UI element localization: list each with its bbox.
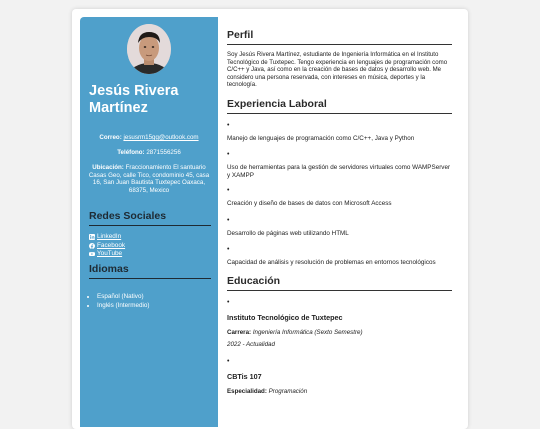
experience-item: Uso de herramientas para la gestión de servidores virtuales como WAMPServer y XAMPP [227, 164, 451, 179]
person-name: Jesús Rivera Martínez [89, 83, 179, 116]
phone-label: Teléfono: [117, 149, 145, 156]
bullet-icon: • [227, 298, 230, 306]
bullet-icon: • [227, 216, 230, 224]
youtube-icon [89, 251, 95, 257]
bullet-icon: • [227, 187, 230, 194]
education-years-value: 2022 - Actualidad [227, 341, 275, 348]
education-field-label: Carrera: [227, 328, 252, 336]
experience-item: Manejo de lenguajes de programación como C/C++, Java y Python [227, 134, 415, 142]
email-label: Correo: [99, 134, 122, 141]
facebook-link[interactable]: Facebook [97, 241, 126, 249]
profile-text: Soy Jesús Rivera Martínez, estudiante de Ingeniería Informática en el Instituto Tecnológico de Tuxtepec. Tengo experiencia en lenguajes de programación como C/C++ y Java, así como en la creación de bases de datos y desarrollo web. Me considero una persona reservada, con intereses en música, deportes y la tecnología. [227, 51, 448, 88]
education-field-value: Ingeniería Informática (Sexto Semestre) [252, 328, 363, 336]
languages-heading: Idiomas [89, 263, 211, 279]
bullet-icon: • [227, 121, 230, 129]
profile-photo [127, 24, 171, 74]
social-links [89, 233, 125, 259]
contact-location [88, 164, 210, 194]
language-item: • Español (Nativo) [97, 292, 150, 301]
education-field [227, 388, 452, 396]
phone-value: 2871556256 [146, 149, 181, 156]
social-heading: Redes Sociales [89, 210, 211, 226]
location-value: Fraccionamiento El santuario Casas Geo, calle Tico, condominio 45, casa 16, San Juan Bautista Tuxtepec Oaxaca, 68375, Mexico [88, 164, 210, 194]
social-item-linkedin [89, 233, 125, 242]
bullet-icon: • [227, 246, 230, 253]
experience-item: Desarrollo de páginas web utilizando HTML [227, 229, 349, 237]
bullet-icon: • [227, 357, 230, 365]
social-item-facebook [89, 242, 125, 251]
experience-heading: Experiencia Laboral [227, 98, 452, 114]
education-field [227, 329, 452, 337]
contact-email [88, 134, 210, 142]
education-field-label: Especialidad: [227, 387, 267, 395]
contact-phone [88, 149, 210, 157]
email-link[interactable]: jesusrm15gg@outlook.com [123, 134, 199, 141]
education-school: CBTis 107 [227, 371, 262, 381]
facebook-icon [89, 243, 95, 249]
location-label: Ubicación: [92, 164, 124, 171]
education-school: Instituto Tecnológico de Tuxtepec [227, 312, 343, 322]
bullet-icon: • [227, 151, 230, 158]
social-item-youtube [89, 250, 125, 259]
resume-card [72, 9, 468, 429]
avatar-icon [127, 24, 171, 74]
linkedin-icon [89, 234, 95, 240]
linkedin-link[interactable]: LinkedIn [97, 233, 122, 240]
languages-list [89, 292, 150, 310]
experience-item: Capacidad de análisis y resolución de problemas en entornos tecnológicos [227, 259, 436, 266]
education-years [227, 341, 452, 349]
youtube-link[interactable]: YouTube [97, 250, 123, 257]
education-heading: Educación [227, 275, 452, 291]
education-field-value: Programación [268, 387, 308, 395]
language-item: • Inglés (Intermedio) [97, 301, 150, 310]
sidebar [80, 17, 218, 427]
main-content [227, 29, 452, 395]
experience-item: Creación y diseño de bases de datos con Microsoft Access [227, 200, 392, 207]
profile-heading: Perfil [227, 29, 452, 45]
